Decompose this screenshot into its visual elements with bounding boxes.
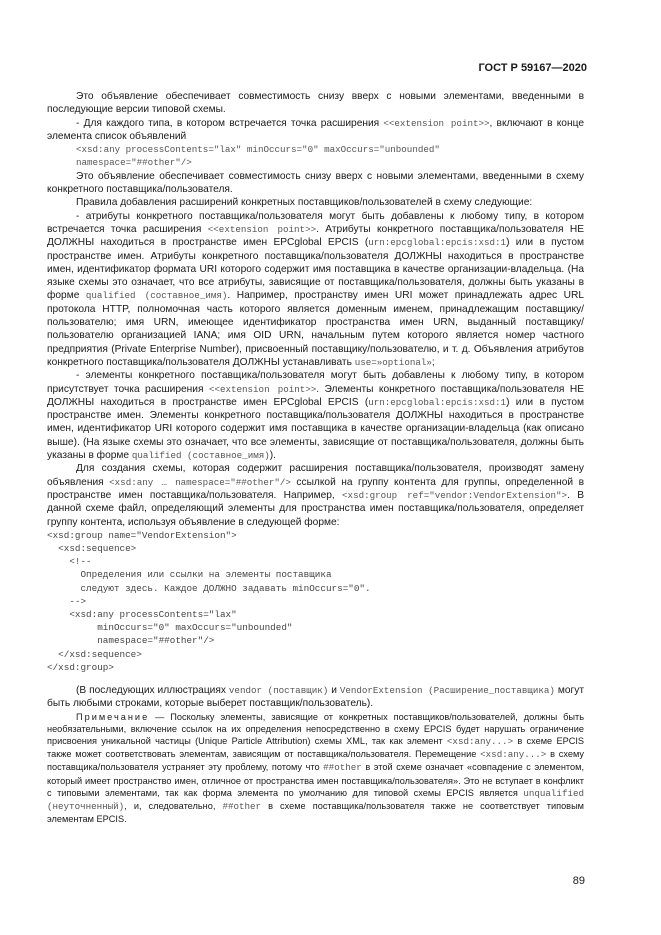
code-block-vendor-extension: <xsd:group name="VendorExtension"> <xsd:sequence> <!-- Определения или ссылки на элементы поставщика следуют здесь. Каждое ДОЛЖНО задавать minOccurs="0". --> <xsd:any processContents="lax" minOccurs="0" maxOccurs="unbounded" namespace="##other"/> </xsd:sequence> </xsd:group> bbox=[47, 529, 371, 673]
document-header: ГОСТ Р 59167—2020 bbox=[478, 62, 587, 74]
note-label: Примечание bbox=[76, 711, 150, 722]
paragraph-elements-rule: - элементы конкретного поставщика/пользователя могут быть добавлены к любому типу, в котором присутствует точка расширения <<extension point>>. Элементы конкретного поставщика/пользователя НЕ ДОЛЖНЫ находиться в пространстве имен EPCglobal EPCIS (urn:epcglobal:epcis:xsd:1) или в пустом пространстве имен. Элементы конкретного поставщика/пользователя ДОЛЖНЫ находиться в пространстве имен, идентификатор URI которого содержит имя поставщика в качестве организации-владельца (как описано выше). (На языке схемы это означает, что все элементы, зависящие от поставщика/пользователя, должны быть указаны в форме qualified (составное_имя)). bbox=[47, 370, 584, 462]
page-number: 89 bbox=[572, 875, 585, 887]
note-paragraph: Примечание — Поскольку элементы, зависящие от конкретных поставщиков/пользователей, должны быть необязательными, включение ссылок на их определения непосредственно в схему EPCIS будет нарушать ограничение присвоения уникальной частицы (Unique Particle Attribution) схемы XML, так как элемент <xsd:any...> в схеме EPCIS также может соответствовать элементам, зависящим от поставщика/пользователя. Перемещение <xsd:any...> в схему поставщика/пользователя устраняет эту проблему, потому что ##other в этой схеме означает «совпадение с элементом, который имеет пространство имен, отличное от пространства имен поставщика/пользователя». Это не вступает в конфликт с типовыми элементами, так как форма элемента по умолчанию для типовой схемы EPCIS является unqualified (неуточненный), и, следовательно, ##other в схеме поставщика/пользователя также не соответствует типовым элементам EPCIS. bbox=[47, 711, 585, 825]
paragraph-compat-1: Это объявление обеспечивает совместимость снизу вверх с новыми элементами, введенными в последующие версии типовой схемы. bbox=[47, 91, 584, 116]
code-line: namespace="##other"/> bbox=[76, 157, 192, 169]
paragraph-extension-rule: - Для каждого типа, в котором встречается точка расширения <<extension point>>, включают в конце элемента список объявлений bbox=[47, 117, 584, 142]
paragraph-illustration-note: (В последующих иллюстрациях vendor (поставщик) и VendorExtension (Расширение_поставщика) могут быть любыми строками, которые выберет поставщик/пользователь). bbox=[47, 685, 585, 710]
code-line: <xsd:any processContents="lax" minOccurs="0" maxOccurs="unbounded" bbox=[76, 144, 440, 156]
paragraph-compat-2: Это объявление обеспечивает совместимость снизу вверх с новыми элементами, введенными в схему конкретного поставщика/пользователя. bbox=[47, 170, 584, 196]
paragraph-schema-creation: Для создания схемы, которая содержит расширения поставщика/пользователя, производят замену объявления <xsd:any … namespace="##other"/> ссылкой на группу контента для группы, определенной в пространстве имен поставщика/пользователя. Например, <xsd:group ref="vendor:VendorExtension">. В данной схеме файл, определяющий элементы для пространства имен поставщика/пользователя, определяет группу контента, используя объявление в следующей форме: bbox=[47, 463, 585, 528]
paragraph-rules-intro: Правила добавления расширений конкретных поставщиков/пользователей в схему следующие: bbox=[76, 197, 533, 209]
page-body bbox=[47, 90, 584, 825]
paragraph-attributes-rule: - атрибуты конкретного поставщика/пользователя могут быть добавлены к любому типу, в котором встречается точка расширения <<extension point>>. Атрибуты конкретного поставщика/пользователя НЕ ДОЛЖНЫ находиться в пространстве имен EPCglobal EPCIS (urn:epcglobal:epcis:xsd:1) или в пустом пространстве имен. Атрибуты конкретного поставщика/пользователя ДОЛЖНЫ находиться в пространстве имен, идентификатор формата URI которого содержит имя поставщика в качестве организации-владельца. (На языке схемы это означает, что все атрибуты, зависящие от поставщика/пользователя, должны быть указаны в форме qualified (составное_имя). Например, пространству имен URI может принадлежать адрес URL протокола HTTP, полномочная часть которого является доменным именем, принадлежащим поставщику/пользователю; имя URN, имеющее идентификатор пространства имен URN, выданный поставщику/пользователю организацией IANA; имя OID URN, начальным путем которого является номер частного предприятия (Private Enterprise Number), присвоенный поставщику/пользователю, и т. д. Объявления атрибутов конкретного поставщика/пользователя ДОЛЖНЫ устанавливать use=»optional»; bbox=[47, 210, 584, 368]
